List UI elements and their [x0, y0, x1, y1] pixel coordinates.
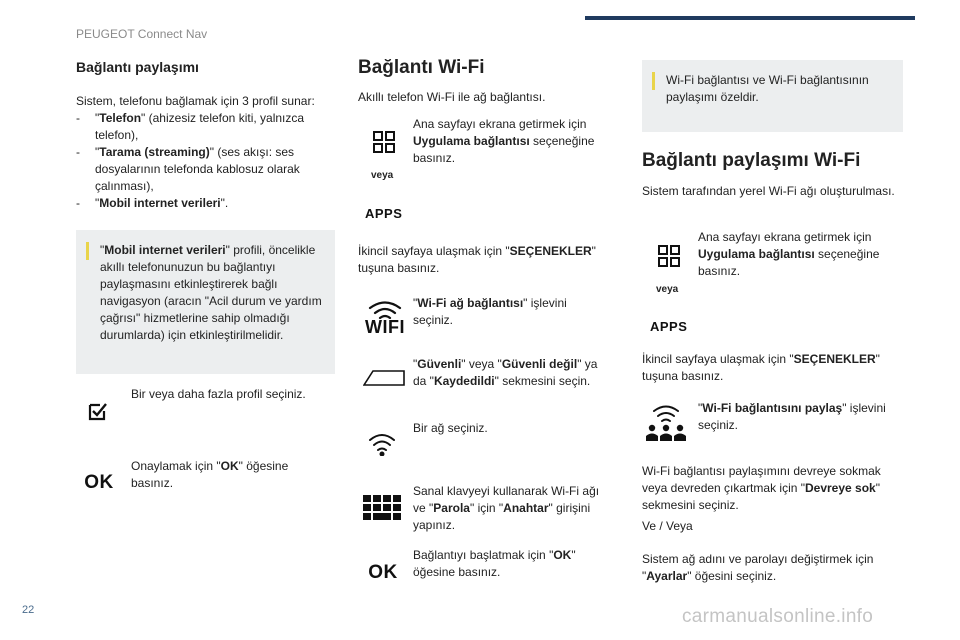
and-or-label: Ve / Veya [642, 519, 693, 533]
profiles-intro: Sistem, telefonu bağlamak için 3 profil sunar: [76, 94, 315, 108]
list-item: - "Tarama (streaming)" (ses akışı: ses dosyalarının telefonda kablosuz olarak çalınması), [76, 145, 300, 193]
checkbox-select-icon [84, 398, 112, 424]
or-label: veya [656, 284, 679, 295]
list-item: - "Telefon" (ahizesiz telefon kiti, yalnızca telefon), [76, 111, 305, 142]
tab-shape-icon [362, 366, 406, 390]
step-wifi-network: "Wi-Fi ağ bağlantısı" işlevini seçiniz. [413, 296, 567, 327]
section-title-connection-sharing: Bağlantı paylaşımı [76, 59, 199, 75]
keyboard-icon [362, 494, 402, 522]
ok-button-icon: OK [84, 471, 114, 493]
apps-button-label: APPS [650, 319, 688, 334]
note-marker [652, 72, 655, 90]
apps-grid-icon [655, 243, 683, 269]
apps-grid-icon [370, 129, 398, 155]
info-note: Wi-Fi bağlantısı ve Wi-Fi bağlantısının paylaşımı özeldir. [642, 60, 903, 132]
step-select-tab: "Güvenli" veya "Güvenli değil" ya da "Kaydedildi" sekmesini seçin. [413, 357, 598, 388]
step-select-profile: Bir veya daha fazla profil seçiniz. [131, 387, 306, 401]
ok-button-icon: OK [368, 561, 398, 583]
or-label: veya [371, 170, 394, 181]
list-item: - "Mobil internet verileri". [76, 196, 229, 210]
step-toggle-sharing: Wi-Fi bağlantısı paylaşımını devreye sokmak veya devreden çıkartmak için "Devreye sok" sekmesini seçiniz. [642, 464, 881, 512]
step-wifi-share: "Wi-Fi bağlantısını paylaş" işlevini seçiniz. [698, 401, 886, 432]
step-options: İkincil sayfaya ulaşmak için "SEÇENEKLER" tuşuna basınız. [642, 352, 880, 383]
watermark: carmanualsonline.info [682, 606, 874, 627]
profile-list [76, 110, 338, 212]
wifi-sharing-intro: Sistem tarafından yerel Wi-Fi ağı oluşturulması. [642, 184, 895, 198]
step-settings: Sistem ağ adını ve parolayı değiştirmek için "Ayarlar" öğesini seçiniz. [642, 552, 874, 583]
step-enter-password: Sanal klavyeyi kullanarak Wi-Fi ağı ve "Parola" için "Anahtar" girişini yapınız. [413, 484, 600, 532]
wifi-share-icon [644, 402, 688, 444]
section-title-wifi-connection: Bağlantı Wi-Fi [358, 57, 485, 78]
step-open-home: Ana sayfayı ekrana getirmek için Uygulama bağlantısı seçeneğine basınız. [698, 230, 880, 278]
step-options: İkincil sayfaya ulaşmak için "SEÇENEKLER" tuşuna basınız. [358, 244, 596, 275]
wifi-signal-icon [366, 430, 398, 458]
section-title-wifi-sharing: Bağlantı paylaşımı Wi-Fi [642, 150, 861, 171]
wifi-icon: WIFI [363, 297, 407, 339]
header-bar [585, 16, 915, 20]
step-select-network: Bir ağ seçiniz. [413, 421, 488, 435]
step-start-connection: Bağlantıyı başlatmak için "OK" öğesine basınız. [413, 548, 576, 579]
brand-header: PEUGEOT Connect Nav [76, 27, 208, 41]
wifi-intro: Akıllı telefon Wi-Fi ile ağ bağlantısı. [358, 90, 546, 104]
step-open-home: Ana sayfayı ekrana getirmek için Uygulama bağlantısı seçeneğine basınız. [413, 117, 595, 165]
page-number: 22 [22, 604, 35, 616]
step-confirm-ok: Onaylamak için "OK" öğesine basınız. [131, 459, 289, 490]
note-marker [86, 242, 89, 260]
apps-button-label: APPS [365, 206, 403, 221]
info-note: "Mobil internet verileri" profili, öncelikle akıllı telefonunuzun bu bağlantıyı paylaşmasını etkinleştirerek bağlı navigasyon (aracın "Acil durum ve yardım çağrısı" hizmetlerine sahip olmadığı durumlarda) için etkinleştirilmelidir. [76, 230, 335, 374]
